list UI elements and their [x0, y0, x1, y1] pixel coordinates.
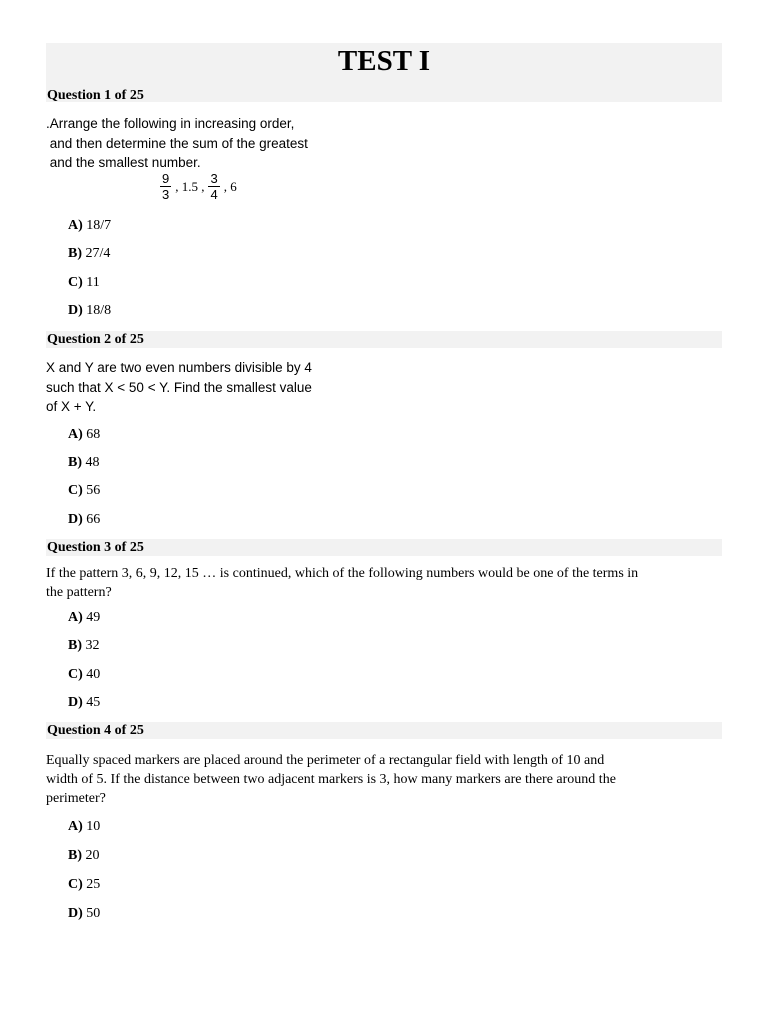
question-4-line-3: perimeter?	[46, 791, 106, 806]
question-2-option-a[interactable]: A) 68	[68, 427, 101, 442]
question-1-header: Question 1 of 25	[47, 88, 144, 103]
question-4-option-b[interactable]: B) 20	[68, 848, 100, 863]
question-1-line-2: and then determine the sum of the greatest	[46, 135, 308, 151]
question-1-option-d[interactable]: D) 18/8	[68, 303, 112, 318]
question-3-option-c[interactable]: C) 40	[68, 667, 101, 682]
question-3-header: Question 3 of 25	[46, 539, 722, 556]
question-1-line-3: and the smallest number.	[46, 155, 201, 170]
question-1-option-b[interactable]: B) 27/4	[68, 246, 111, 261]
page-title: TEST I	[337, 45, 431, 77]
question-2-line-1: X and Y are two even numbers divisible by 4	[46, 360, 312, 375]
question-1-option-c[interactable]: C) 11	[68, 275, 100, 290]
question-1-expression	[158, 171, 239, 202]
question-3-option-b[interactable]: B) 32	[68, 638, 100, 653]
fraction-1-numerator: 9	[162, 171, 170, 186]
fraction-1	[160, 171, 171, 202]
question-4-header: Question 4 of 25	[46, 722, 722, 739]
expression-separator-2: , 6	[223, 178, 237, 194]
question-2-text	[46, 358, 312, 417]
question-3-line-1: If the pattern 3, 6, 9, 12, 15 … is continued, which of the following numbers would be one of the terms in	[46, 566, 639, 581]
fraction-2	[208, 171, 219, 202]
fraction-2-denominator: 4	[210, 187, 218, 202]
question-1-text	[46, 114, 308, 173]
question-4-option-d[interactable]: D) 50	[68, 906, 101, 921]
question-2-line-2: such that X < 50 < Y. Find the smallest value	[46, 379, 312, 395]
question-4-line-2: width of 5. If the distance between two adjacent markers is 3, how many markers are there around the	[46, 772, 616, 787]
question-1-line-1: .Arrange the following in increasing order,	[46, 116, 295, 131]
question-2-option-b[interactable]: B) 48	[68, 455, 100, 470]
question-3-option-d[interactable]: D) 45	[68, 695, 101, 710]
question-2-option-d[interactable]: D) 66	[68, 512, 101, 527]
question-3-text	[46, 564, 638, 602]
question-4-text	[46, 751, 616, 808]
question-2-header: Question 2 of 25	[46, 331, 722, 348]
question-3-line-2: the pattern?	[46, 585, 112, 600]
question-4-line-1: Equally spaced markers are placed around the perimeter of a rectangular field with length of 10 and	[46, 753, 605, 768]
question-1-option-a[interactable]: A) 18/7	[68, 218, 112, 233]
question-2-line-3: of X + Y.	[46, 399, 97, 414]
fraction-1-denominator: 3	[162, 187, 170, 202]
question-4-option-c[interactable]: C) 25	[68, 877, 101, 892]
question-2-option-c[interactable]: C) 56	[68, 483, 101, 498]
fraction-2-numerator: 3	[210, 171, 218, 186]
expression-separator-1: , 1.5 ,	[175, 178, 205, 194]
question-4-option-a[interactable]: A) 10	[68, 819, 101, 834]
question-3-option-a[interactable]: A) 49	[68, 610, 101, 625]
